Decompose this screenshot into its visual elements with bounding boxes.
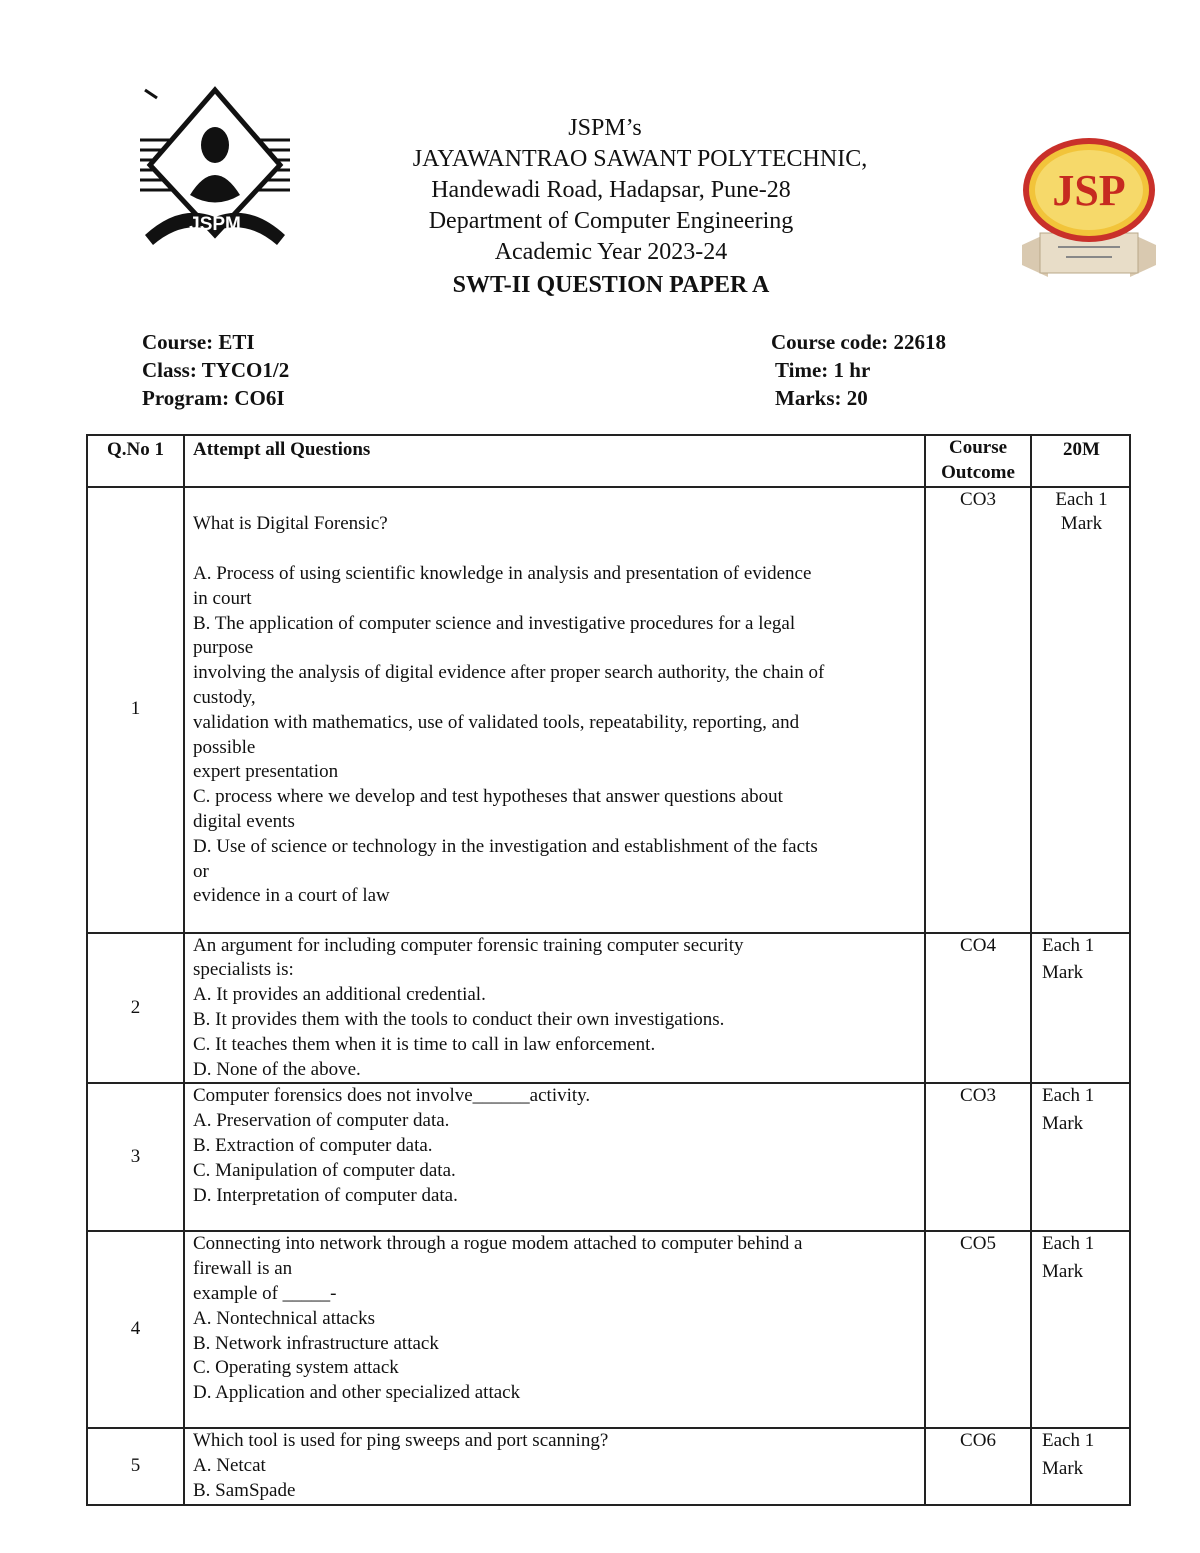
institute-address: Handewadi Road, Hadapsar, Pune-28 (431, 177, 791, 203)
question-line: B. It provides them with the tools to conduct their own investigations. (193, 1008, 725, 1030)
question-line: B. The application of computer science and investigative procedures for a legal (193, 612, 796, 634)
marks-line1: Each 1 (1042, 1430, 1095, 1452)
marks-cell (1031, 487, 1130, 933)
question-line: D. None of the above. (193, 1058, 361, 1080)
program-label: Program: CO6I (142, 386, 285, 410)
table-row (87, 933, 1130, 1084)
question-line: Which tool is used for ping sweeps and port scanning? (193, 1430, 609, 1452)
header-course-outcome (925, 435, 1031, 487)
table-header-row (87, 435, 1130, 487)
time-label: Time: 1 hr (775, 358, 871, 382)
marks-line2: Mark (1042, 962, 1084, 984)
marks-line1: Each 1 (1055, 488, 1108, 510)
question-line: C. Operating system attack (193, 1357, 399, 1379)
question-line: specialists is: (193, 959, 294, 981)
course-outcome: CO4 (925, 933, 1031, 1084)
question-line: Connecting into network through a rogue modem attached to computer behind a (193, 1233, 803, 1255)
marks-cell (1031, 1083, 1130, 1231)
marks-line2: Mark (1060, 513, 1103, 535)
question-line: involving the analysis of digital evidence after proper search authority, the chain of (193, 662, 825, 684)
question-line: custody, (193, 686, 256, 708)
marks-label: Marks: 20 (775, 386, 868, 410)
course-info-right (771, 328, 946, 412)
question-text (184, 933, 925, 1084)
question-line: A. It provides an additional credential. (193, 984, 486, 1006)
question-line: D. Application and other specialized attack (193, 1382, 521, 1404)
question-line: D. Interpretation of computer data. (193, 1184, 458, 1206)
header-marks: 20M (1031, 435, 1130, 487)
marks-line2: Mark (1042, 1261, 1084, 1283)
question-line: B. Network infrastructure attack (193, 1332, 439, 1354)
question-line: in court (193, 587, 252, 609)
question-number: 4 (87, 1231, 184, 1428)
header-co-line2: Outcome (941, 461, 1015, 483)
question-number: 2 (87, 933, 184, 1084)
academic-year: Academic Year 2023-24 (494, 239, 728, 265)
question-line: C. Manipulation of computer data. (193, 1159, 456, 1181)
table-row (87, 487, 1130, 933)
question-text (184, 1231, 925, 1428)
question-line: B. SamSpade (193, 1479, 296, 1501)
question-line (193, 488, 916, 513)
question-text (184, 487, 925, 933)
marks-line1: Each 1 (1042, 934, 1095, 956)
question-line: A. Netcat (193, 1455, 266, 1477)
question-line: An argument for including computer forensic training computer security (193, 934, 744, 956)
course-info-left (142, 328, 289, 412)
question-line: digital events (193, 810, 295, 832)
question-line: A. Preservation of computer data. (193, 1110, 450, 1132)
question-number: 5 (87, 1428, 184, 1504)
paper-header (300, 113, 1000, 301)
institute-group: JSPM’s (568, 115, 642, 141)
institute-name: JAYAWANTRAO SAWANT POLYTECHNIC, (412, 146, 868, 172)
header-question: Attempt all Questions (184, 435, 925, 487)
class-label: Class: TYCO1/2 (142, 358, 290, 382)
course-code-label: Course code: 22618 (771, 330, 946, 354)
table-row (87, 1083, 1130, 1231)
department-name: Department of Computer Engineering (428, 208, 794, 234)
question-line: possible (193, 736, 256, 758)
marks-cell (1031, 933, 1130, 1084)
course-outcome: CO6 (925, 1428, 1031, 1504)
table-row (87, 1231, 1130, 1428)
question-line: A. Nontechnical attacks (193, 1307, 376, 1329)
question-line: C. process where we develop and test hypotheses that answer questions about (193, 786, 783, 808)
question-number: 1 (87, 487, 184, 933)
jsp-logo-text: JSP (1052, 166, 1126, 215)
question-line: evidence in a court of law (193, 885, 390, 907)
marks-line2: Mark (1042, 1458, 1084, 1480)
course-outcome: CO3 (925, 487, 1031, 933)
question-number: 3 (87, 1083, 184, 1231)
question-line: firewall is an (193, 1258, 293, 1280)
question-line: purpose (193, 637, 254, 659)
header-qno: Q.No 1 (87, 435, 184, 487)
course-label: Course: ETI (142, 330, 255, 354)
question-line (193, 537, 916, 562)
header-co-line1: Course (948, 437, 1008, 458)
question-line: B. Extraction of computer data. (193, 1134, 433, 1156)
question-line: or (193, 860, 209, 882)
question-line: A. Process of using scientific knowledge in analysis and presentation of evidence (193, 562, 812, 584)
question-text (184, 1428, 925, 1504)
course-outcome: CO3 (925, 1083, 1031, 1231)
table-row (87, 1428, 1130, 1504)
question-line: C. It teaches them when it is time to call in law enforcement. (193, 1033, 656, 1055)
question-line: D. Use of science or technology in the investigation and establishment of the facts (193, 835, 818, 857)
question-line: What is Digital Forensic? (193, 513, 388, 535)
question-text (184, 1083, 925, 1231)
question-line: validation with mathematics, use of validated tools, repeatability, reporting, and (193, 711, 800, 733)
question-line: expert presentation (193, 761, 339, 783)
marks-line2: Mark (1042, 1113, 1084, 1135)
marks-cell (1031, 1428, 1130, 1504)
jsp-logo (1018, 135, 1160, 285)
question-table (86, 434, 1131, 1506)
question-line: example of _____- (193, 1282, 337, 1304)
course-outcome: CO5 (925, 1231, 1031, 1428)
paper-title: SWT-II QUESTION PAPER A (452, 272, 770, 298)
marks-cell (1031, 1231, 1130, 1428)
question-line: Computer forensics does not involve______activity. (193, 1085, 591, 1107)
marks-line1: Each 1 (1042, 1233, 1095, 1255)
jspm-logo-text: JSPM (189, 214, 241, 235)
marks-line1: Each 1 (1042, 1085, 1095, 1107)
